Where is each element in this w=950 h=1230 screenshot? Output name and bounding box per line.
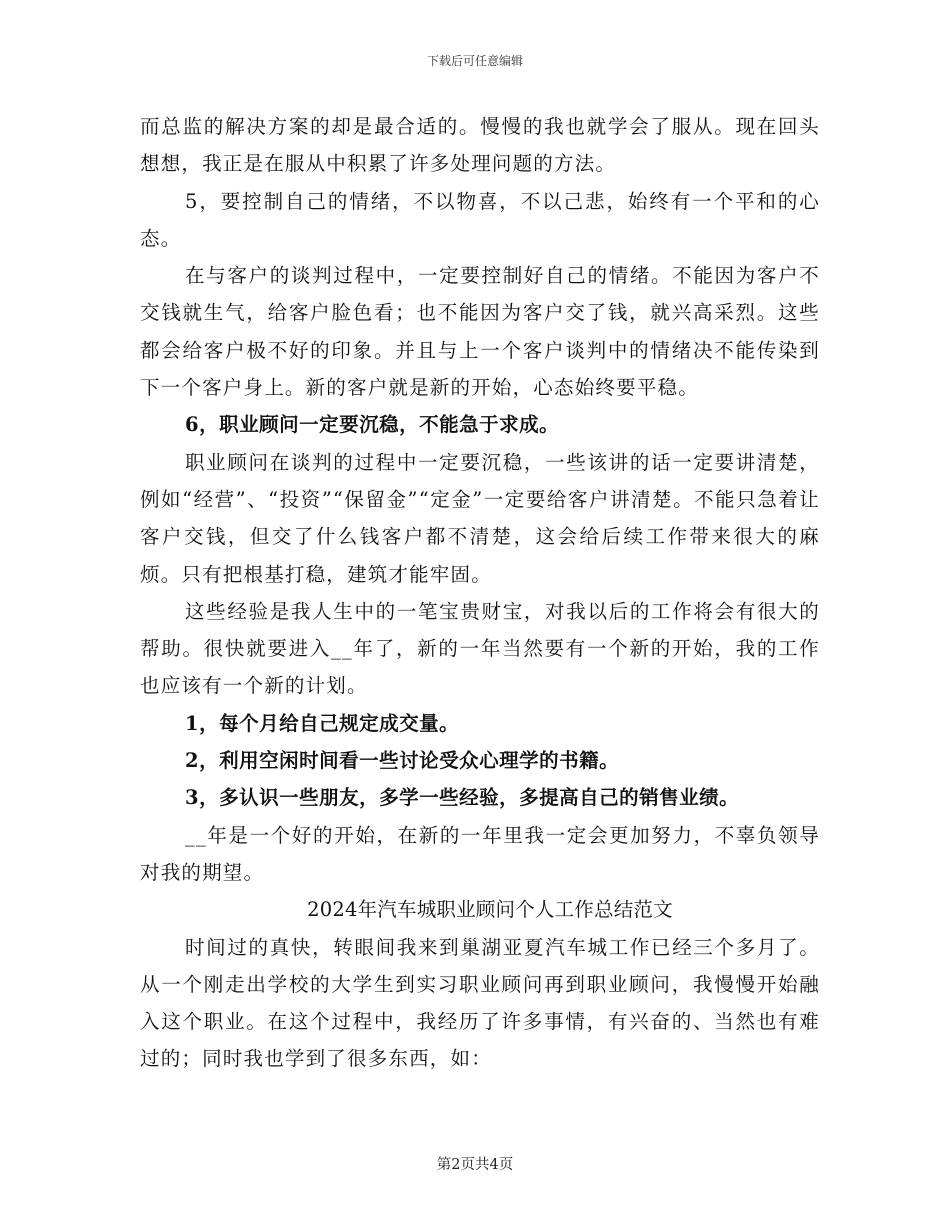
paragraph: 时间过的真快，转眼间我来到巢湖亚夏汽车城工作已经三个多月了。从一个刚走出学校的大学生到实习职业顾问再到职业顾问，我慢慢开始融入这个职业。在这个过程中，我经历了许多事情，有兴奋的、当然也有难过的；同时我也学到了很多东西，如： [140, 935, 820, 1071]
plan-item: 2，利用空闲时间看一些讨论受众心理学的书籍。 [185, 749, 620, 773]
paragraph: 而总监的解决方案的却是最合适的。慢慢的我也就学会了服从。现在回头想想，我正是在服从中积累了许多处理问题的方法。 [140, 115, 820, 176]
list-heading: 5，要控制自己的情绪，不以物喜，不以己悲，始终有一个平和的心态。 [140, 189, 820, 250]
paragraph: 这些经验是我人生中的一笔宝贵财宝，对我以后的工作将会有很大的帮助。很快就要进入__年了，新的一年当然要有一个新的开始，我的工作也应该有一个新的计划。 [140, 599, 820, 698]
plan-item: 1，每个月给自己规定成交量。 [185, 711, 460, 735]
section-title: 2024年汽车城职业顾问个人工作总结范文 [307, 898, 673, 922]
page-header: 下载后可任意编辑 [426, 54, 523, 68]
paragraph: 在与客户的谈判过程中，一定要控制好自己的情绪。不能因为客户不交钱就生气，给客户脸色看；也不能因为客户交了钱，就兴高采烈。这些都会给客户极不好的印象。并且与上一个客户谈判中的情绪决不能传染到下一个客户身上。新的客户就是新的开始，心态始终要平稳。 [140, 264, 820, 400]
paragraph: __年是一个好的开始，在新的一年里我一定会更加努力，不辜负领导对我的期望。 [140, 823, 820, 884]
document-body [140, 108, 820, 1078]
page-number: 第2页共4页 [436, 1157, 514, 1173]
plan-item: 3，多认识一些朋友，多学一些经验，多提高自己的销售业绩。 [185, 786, 740, 810]
paragraph: 职业顾问在谈判的过程中一定要沉稳，一些该讲的话一定要讲清楚，例如“经营”、“投资”“保留金”“定金”一定要给客户讲清楚。不能只急着让客户交钱，但交了什么钱客户都不清楚，这会给后续工作带来很大的麻烦。只有把根基打稳，建筑才能牢固。 [140, 450, 820, 586]
list-heading-bold: 6，职业顾问一定要沉稳，不能急于求成。 [185, 413, 560, 437]
